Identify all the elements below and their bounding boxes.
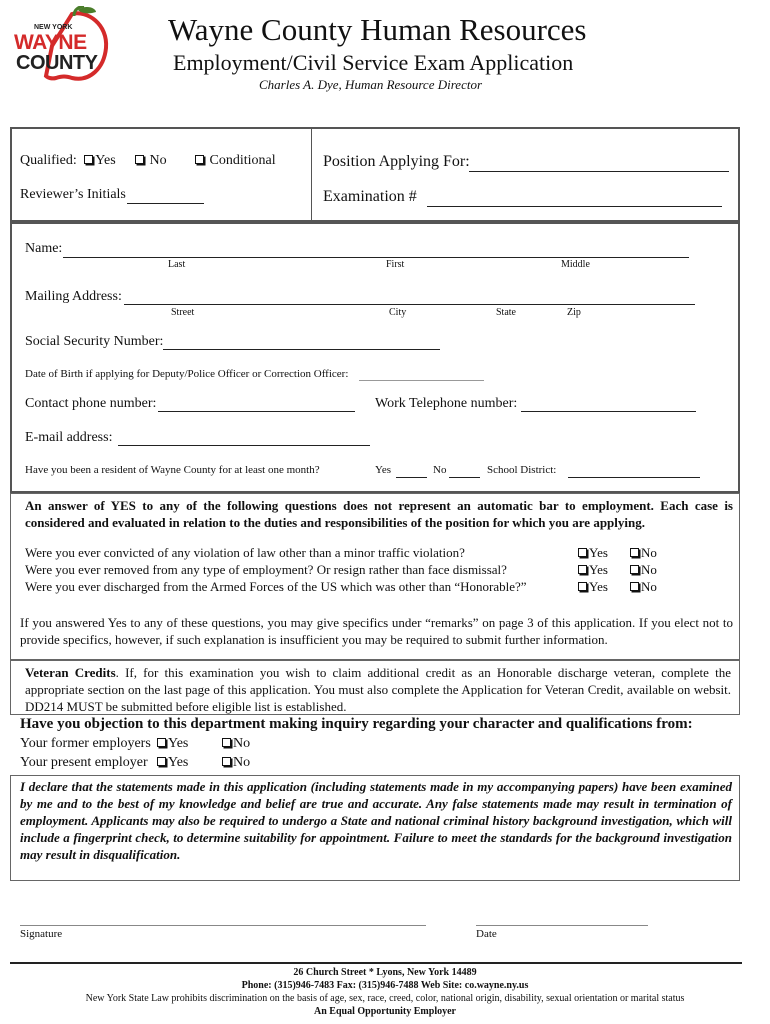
work-phone-label: Work Telephone number: xyxy=(375,396,518,411)
former-no xyxy=(222,736,250,752)
wayne-county-logo xyxy=(12,6,112,84)
footer-law: New York State Law prohibits discrimination on the basis of age, sex, race, creed, color, national origin, disability, sexual orientation or marital status xyxy=(85,993,685,1004)
email-label: E-mail address: xyxy=(25,430,113,445)
qualified-no-checkbox[interactable] xyxy=(135,155,144,164)
q2-no xyxy=(630,562,657,578)
q2-no-label: No xyxy=(641,562,657,577)
q2-yes xyxy=(578,562,608,578)
q1-no-checkbox[interactable] xyxy=(630,548,639,557)
resident-question: Have you been a resident of Wayne County for at least one month? xyxy=(25,464,320,476)
q1-no-label: No xyxy=(641,545,657,560)
applicant-box xyxy=(10,222,740,493)
background-notice: An answer of YES to any of the following questions does not represent an automatic bar to employment. Each case is considered and evaluated in relation to the duties and responsibilities of the position for which you are applying. xyxy=(25,498,733,530)
present-yes-checkbox[interactable] xyxy=(157,757,166,766)
q3-no-checkbox[interactable] xyxy=(630,582,639,591)
q1-yes xyxy=(578,545,608,561)
work-phone-field[interactable] xyxy=(521,411,696,412)
footer-contact: Phone: (315)946-7483 Fax: (315)946-7488 Web Site: co.wayne.ny.us xyxy=(241,980,529,991)
review-box xyxy=(10,127,740,222)
former-no-label: No xyxy=(233,736,251,751)
page-title: Wayne County Human Resources xyxy=(168,12,587,47)
name-middle-caption: Middle xyxy=(561,259,590,270)
director-line: Charles A. Dye, Human Resource Director xyxy=(259,77,483,92)
q3-yes xyxy=(578,579,608,595)
logo-wayne: WAYNE xyxy=(14,31,87,54)
q1-no xyxy=(630,545,657,561)
present-yes xyxy=(157,755,188,771)
resident-no-field[interactable] xyxy=(449,477,480,478)
qualified-label: Qualified: xyxy=(20,153,77,168)
signature-field[interactable] xyxy=(20,925,426,926)
conditional-label: Conditional xyxy=(209,153,276,168)
former-yes xyxy=(157,736,188,752)
veteran-text-block xyxy=(25,664,731,715)
inquiry-question: Have you objection to this department making inquiry regarding your character and qualifications from: xyxy=(20,716,693,732)
school-district-field[interactable] xyxy=(568,477,700,478)
position-label: Position Applying For: xyxy=(323,153,470,170)
present-no-checkbox[interactable] xyxy=(222,757,231,766)
logo-top-text: NEW YORK xyxy=(34,24,73,31)
q3-yes-label: Yes xyxy=(589,579,608,594)
reviewer-initials-label: Reviewer’s Initials xyxy=(20,187,126,202)
question-3: Were you ever discharged from the Armed Forces of the US which was other than “Honorable?” xyxy=(25,579,527,594)
name-label: Name: xyxy=(25,241,63,256)
resident-no-label: No xyxy=(433,464,447,476)
question-1: Were you ever convicted of any violation of law other than a minor traffic violation? xyxy=(25,545,465,560)
name-first-caption: First xyxy=(386,259,405,270)
city-caption: City xyxy=(389,307,407,318)
resident-yes-label: Yes xyxy=(375,464,392,476)
zip-caption: Zip xyxy=(567,307,581,318)
dob-field[interactable] xyxy=(359,380,484,381)
q1-yes-checkbox[interactable] xyxy=(578,548,587,557)
q3-no-label: No xyxy=(641,579,657,594)
present-no-label: No xyxy=(233,755,251,770)
qualified-yes-label: Yes xyxy=(95,153,116,168)
declaration-text: I declare that the statements made in this application (including statements made in my accompanying papers) have been examined by me and to the best of my knowledge and belief are true and accurate. Any false statements made may result in termination of employment. Applicants may also be required to undergo a State and national criminal history background investigation, which will include a fingerprint check, to determine suitability for appointment. Failure to meet the standards for the background investigation may result in disqualification. xyxy=(20,779,732,862)
q2-no-checkbox[interactable] xyxy=(630,565,639,574)
q2-yes-label: Yes xyxy=(589,562,608,577)
remarks-text: If you answered Yes to any of these questions, you may give specifics under “remarks” on page 3 of this application. If you elect not to provide specifics, however, if such explanation is insufficient you may be required to submit further information. xyxy=(20,615,733,647)
present-yes-label: Yes xyxy=(168,755,189,770)
exam-label: Examination # xyxy=(323,188,417,205)
contact-phone-field[interactable] xyxy=(158,411,355,412)
q3-no xyxy=(630,579,657,595)
date-field[interactable] xyxy=(476,925,648,926)
qualified-no xyxy=(135,153,167,169)
footer-address: 26 Church Street * Lyons, New York 14489 xyxy=(293,967,477,978)
former-yes-label: Yes xyxy=(168,736,189,751)
qualified-no-label: No xyxy=(149,153,167,168)
q1-yes-label: Yes xyxy=(589,545,608,560)
ssn-field[interactable] xyxy=(163,349,440,350)
reviewer-initials-field[interactable] xyxy=(127,203,204,204)
present-employer-label: Your present employer xyxy=(20,755,148,770)
logo-county: COUNTY xyxy=(16,52,98,74)
veteran-text: . If, for this examination you wish to claim additional credit as an Honorable discharge veteran, complete the appropriate section on the last page of this application. You must also complete the Application for Veteran Credit, available on websit. DD214 MUST be submitted before eligible list is established. xyxy=(25,665,731,714)
name-last-caption: Last xyxy=(168,259,186,270)
review-divider xyxy=(311,129,312,220)
resident-yes-field[interactable] xyxy=(396,477,427,478)
dob-label: Date of Birth if applying for Deputy/Police Officer or Correction Officer: xyxy=(25,368,349,380)
date-label: Date xyxy=(476,928,497,940)
mailing-label: Mailing Address: xyxy=(25,289,122,304)
qualified-yes-checkbox[interactable] xyxy=(84,155,93,164)
street-caption: Street xyxy=(171,307,195,318)
former-yes-checkbox[interactable] xyxy=(157,738,166,747)
position-field[interactable] xyxy=(469,171,729,172)
page-subtitle: Employment/Civil Service Exam Application xyxy=(173,50,574,75)
signature-label: Signature xyxy=(20,928,63,940)
q3-yes-checkbox[interactable] xyxy=(578,582,587,591)
question-2: Were you ever removed from any type of employment? Or resign rather than face dismissal? xyxy=(25,562,507,577)
qualified-row xyxy=(20,153,116,169)
name-field[interactable] xyxy=(63,257,689,258)
former-employers-label: Your former employers xyxy=(20,736,151,751)
email-field[interactable] xyxy=(118,445,370,446)
ssn-label: Social Security Number: xyxy=(25,334,164,349)
state-caption: State xyxy=(496,307,516,318)
school-district-label: School District: xyxy=(487,464,557,476)
qualified-conditional xyxy=(195,153,276,169)
veteran-title: Veteran Credits xyxy=(25,665,116,680)
contact-phone-label: Contact phone number: xyxy=(25,396,157,411)
mailing-field[interactable] xyxy=(124,304,695,305)
footer-eoe: An Equal Opportunity Employer xyxy=(314,1006,456,1017)
exam-field[interactable] xyxy=(427,206,722,207)
footer-rule xyxy=(10,962,742,964)
conditional-checkbox[interactable] xyxy=(195,155,204,164)
former-no-checkbox[interactable] xyxy=(222,738,231,747)
present-no xyxy=(222,755,250,771)
q2-yes-checkbox[interactable] xyxy=(578,565,587,574)
